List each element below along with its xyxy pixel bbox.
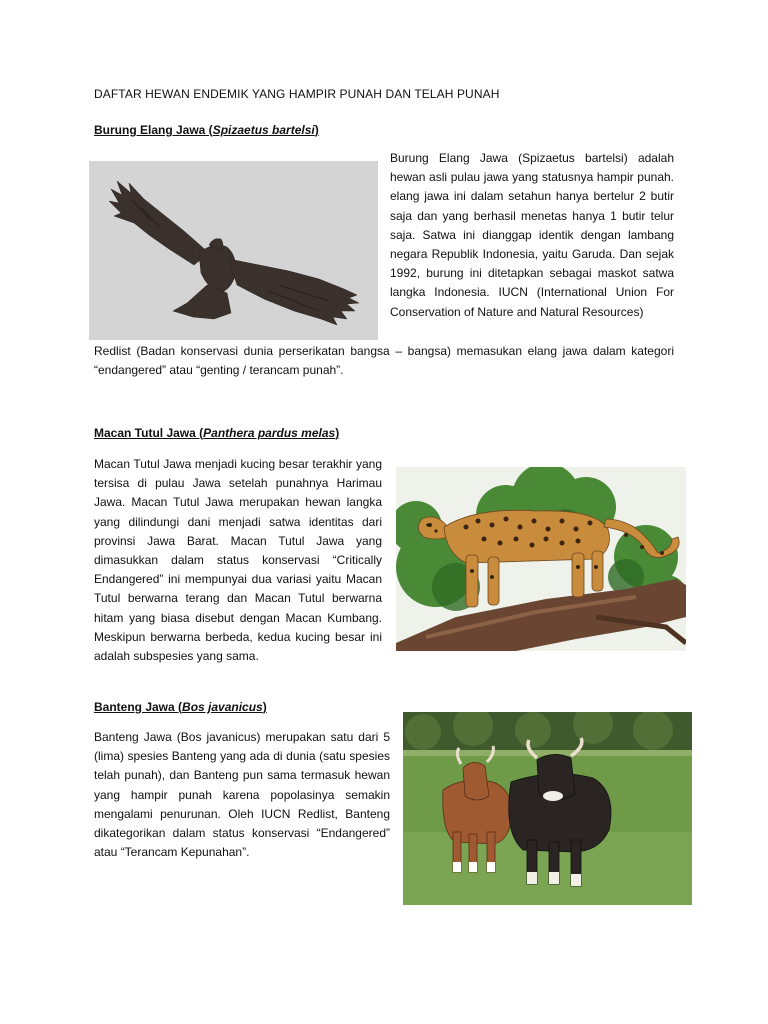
heading-suffix: ) — [314, 123, 319, 137]
section-heading-macan-tutul-jawa — [94, 424, 339, 443]
section-heading-banteng-jawa — [94, 698, 267, 717]
eagle-photo — [89, 161, 378, 340]
leopard-photo — [396, 467, 686, 651]
heading-suffix: ) — [335, 426, 340, 440]
heading-prefix: Banteng Jawa ( — [94, 700, 183, 714]
heading-latin-name: Bos javanicus — [182, 700, 263, 714]
heading-latin-name: Panthera pardus melas — [203, 426, 336, 440]
banteng-description: Banteng Jawa (Bos javanicus) merupakan satu dari 5 (lima) spesies Banteng yang ada di dunia (satu spesies telah punah), dan Banteng pun sama termasuk hewan yang hampir punah karena popolasinya semakin mengalami penurunan. Oleh IUCN Redlist, Banteng dikategorikan dalam status konservasi “Endangered” atau “Terancam Kepunahan”. — [94, 730, 390, 860]
heading-latin-name: Spizaetus bartelsi — [212, 123, 315, 137]
elang-jawa-description-side: Burung Elang Jawa (Spizaetus bartelsi) adalah hewan asli pulau jawa yang statusnya hampir punah. elang jawa ini dalam setahun hanya bertelur 2 butir saja dan yang berhasil menetas hanya 1 butir telur saja. Satwa ini dianggap identik dengan lambang negara Republik Indonesia, yaitu Garuda. Dan sejak 1992, burung ini ditetapkan sebagai maskot satwa langka Indonesia. IUCN (International Union For Conservation of Nature and Natural Resources) — [390, 151, 674, 319]
elang-jawa-description-full: Redlist (Badan konservasi dunia perserikatan bangsa – bangsa) memasukan elang jawa dalam kategori “endangered” atau “genting / terancam punah”. — [94, 344, 674, 378]
heading-suffix: ) — [262, 700, 267, 714]
document-title: DAFTAR HEWAN ENDEMIK YANG HAMPIR PUNAH DAN TELAH PUNAH — [94, 87, 500, 101]
heading-prefix: Burung Elang Jawa ( — [94, 123, 213, 137]
heading-prefix: Macan Tutul Jawa ( — [94, 426, 204, 440]
banteng-photo — [403, 712, 692, 905]
macan-tutul-description: Macan Tutul Jawa menjadi kucing besar terakhir yang tersisa di pulau Jawa setelah punahnya Harimau Jawa. Macan Tutul Jawa merupakan hewan langka yang dilindungi dani menjadi satwa identitas dari provinsi Jawa Barat. Macan Tutul Jawa yang dimasukkan dalam status konservasi “Critically Endangered” ini mempunyai dua variasi yaitu Macan Tutul berwarna terang dan Macan Tutul berwarna hitam yang biasa disebut dengan Macan Kumbang. Meskipun berwarna berbeda, kedua kucing besar ini adalah subspesies yang sama. — [94, 457, 382, 664]
section-heading-elang-jawa — [94, 121, 319, 140]
